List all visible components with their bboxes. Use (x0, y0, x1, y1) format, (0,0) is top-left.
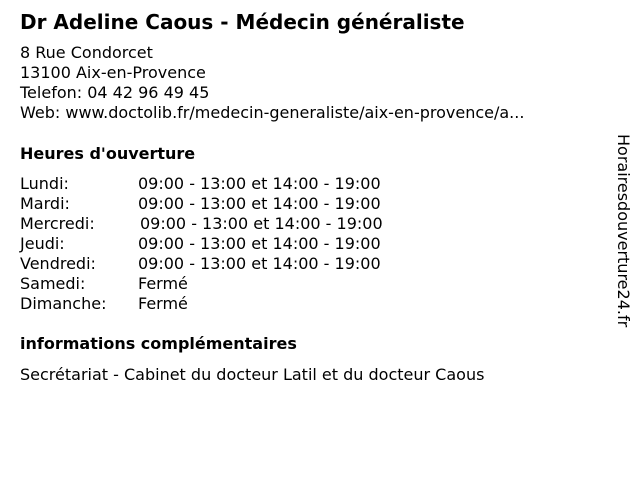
time-value: 09:00 - 13:00 et 14:00 - 19:00 (138, 194, 381, 213)
additional-info-heading: informations complémentaires (20, 334, 297, 353)
address-block (20, 43, 524, 123)
opening-hours-heading: Heures d'ouverture (20, 144, 196, 163)
phone-number: Telefon: 04 42 96 49 45 (20, 83, 210, 102)
time-value: 09:00 - 13:00 et 14:00 - 19:00 (138, 174, 381, 193)
day-label: Samedi: (20, 274, 86, 293)
page-title: Dr Adeline Caous - Médecin généraliste (20, 10, 465, 34)
time-value: Fermé (138, 294, 188, 313)
day-label: Mardi: (20, 194, 70, 213)
city-address: 13100 Aix-en-Provence (20, 63, 206, 82)
time-value: Fermé (138, 274, 188, 293)
day-label: Jeudi: (20, 234, 65, 253)
day-label: Mercredi: (20, 214, 95, 233)
additional-info-text: Secrétariat - Cabinet du docteur Latil et du docteur Caous (20, 365, 485, 384)
time-value: 09:00 - 13:00 et 14:00 - 19:00 (138, 234, 381, 253)
day-label: Vendredi: (20, 254, 96, 273)
street-address: 8 Rue Condorcet (20, 43, 153, 62)
day-label: Lundi: (20, 174, 69, 193)
time-value: 09:00 - 13:00 et 14:00 - 19:00 (140, 214, 383, 233)
day-label: Dimanche: (20, 294, 107, 313)
website-link[interactable]: Web: www.doctolib.fr/medecin-generaliste/aix-en-provence/a... (20, 103, 525, 122)
site-watermark: Horairesdouverture24.fr (614, 134, 633, 328)
time-value: 09:00 - 13:00 et 14:00 - 19:00 (138, 254, 381, 273)
